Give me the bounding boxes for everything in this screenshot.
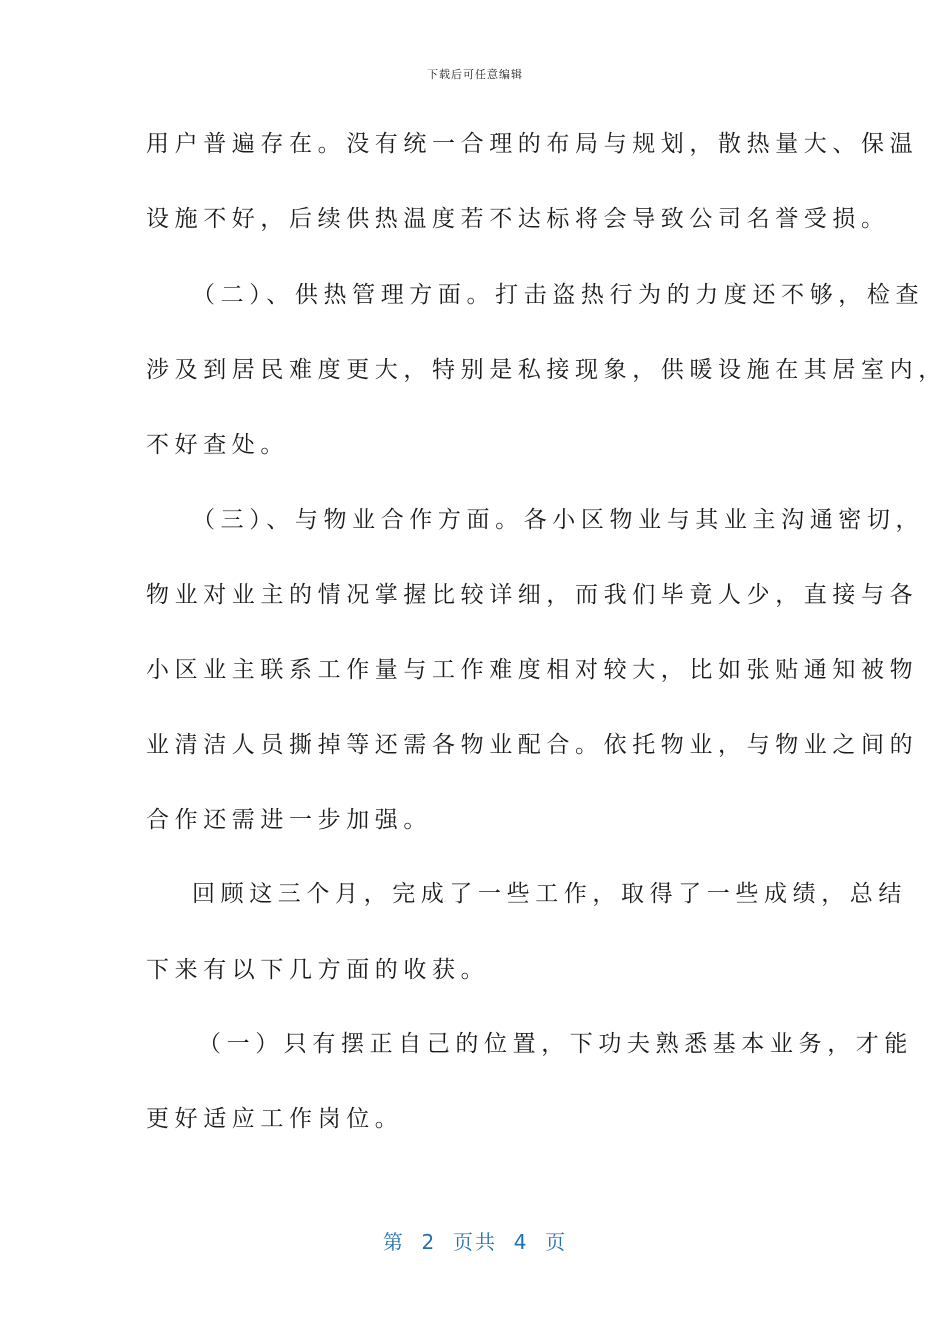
body-line: （一）只有摆正自己的位置，下功夫熟悉基本业务，才能 <box>198 1031 913 1057</box>
body-line: 小区业主联系工作量与工作难度相对较大，比如张贴通知被物 <box>146 657 919 683</box>
body-line: 下来有以下几方面的收获。 <box>146 957 490 983</box>
page-number-footer <box>0 1226 950 1255</box>
body-line: 物业对业主的情况掌握比较详细，而我们毕竟人少，直接与各 <box>146 582 919 608</box>
body-line: 业清洁人员撕掉等还需各物业配合。依托物业，与物业之间的 <box>146 732 919 758</box>
page-number-label: 第 2 页共 4 页 <box>382 1230 568 1254</box>
body-line: 不好查处。 <box>146 432 289 458</box>
body-line: （三）、与物业合作方面。各小区物业与其业主沟通密切， <box>192 507 925 533</box>
body-line: 设施不好，后续供热温度若不达标将会导致公司名誉受损。 <box>146 206 890 232</box>
body-line: 合作还需进一步加强。 <box>146 807 432 833</box>
page-header-note: 下载后可任意编辑 <box>427 68 523 81</box>
body-line: 回顾这三个月，完成了一些工作，取得了一些成绩，总结 <box>192 881 907 907</box>
body-line: 涉及到居民难度更大，特别是私接现象，供暖设施在其居室内， <box>146 357 947 383</box>
body-line: 更好适应工作岗位。 <box>146 1106 404 1132</box>
body-line: （二）、供热管理方面。打击盗热行为的力度还不够，检查 <box>192 282 925 308</box>
body-line: 用户普遍存在。没有统一合理的布局与规划，散热量大、保温 <box>146 131 919 157</box>
